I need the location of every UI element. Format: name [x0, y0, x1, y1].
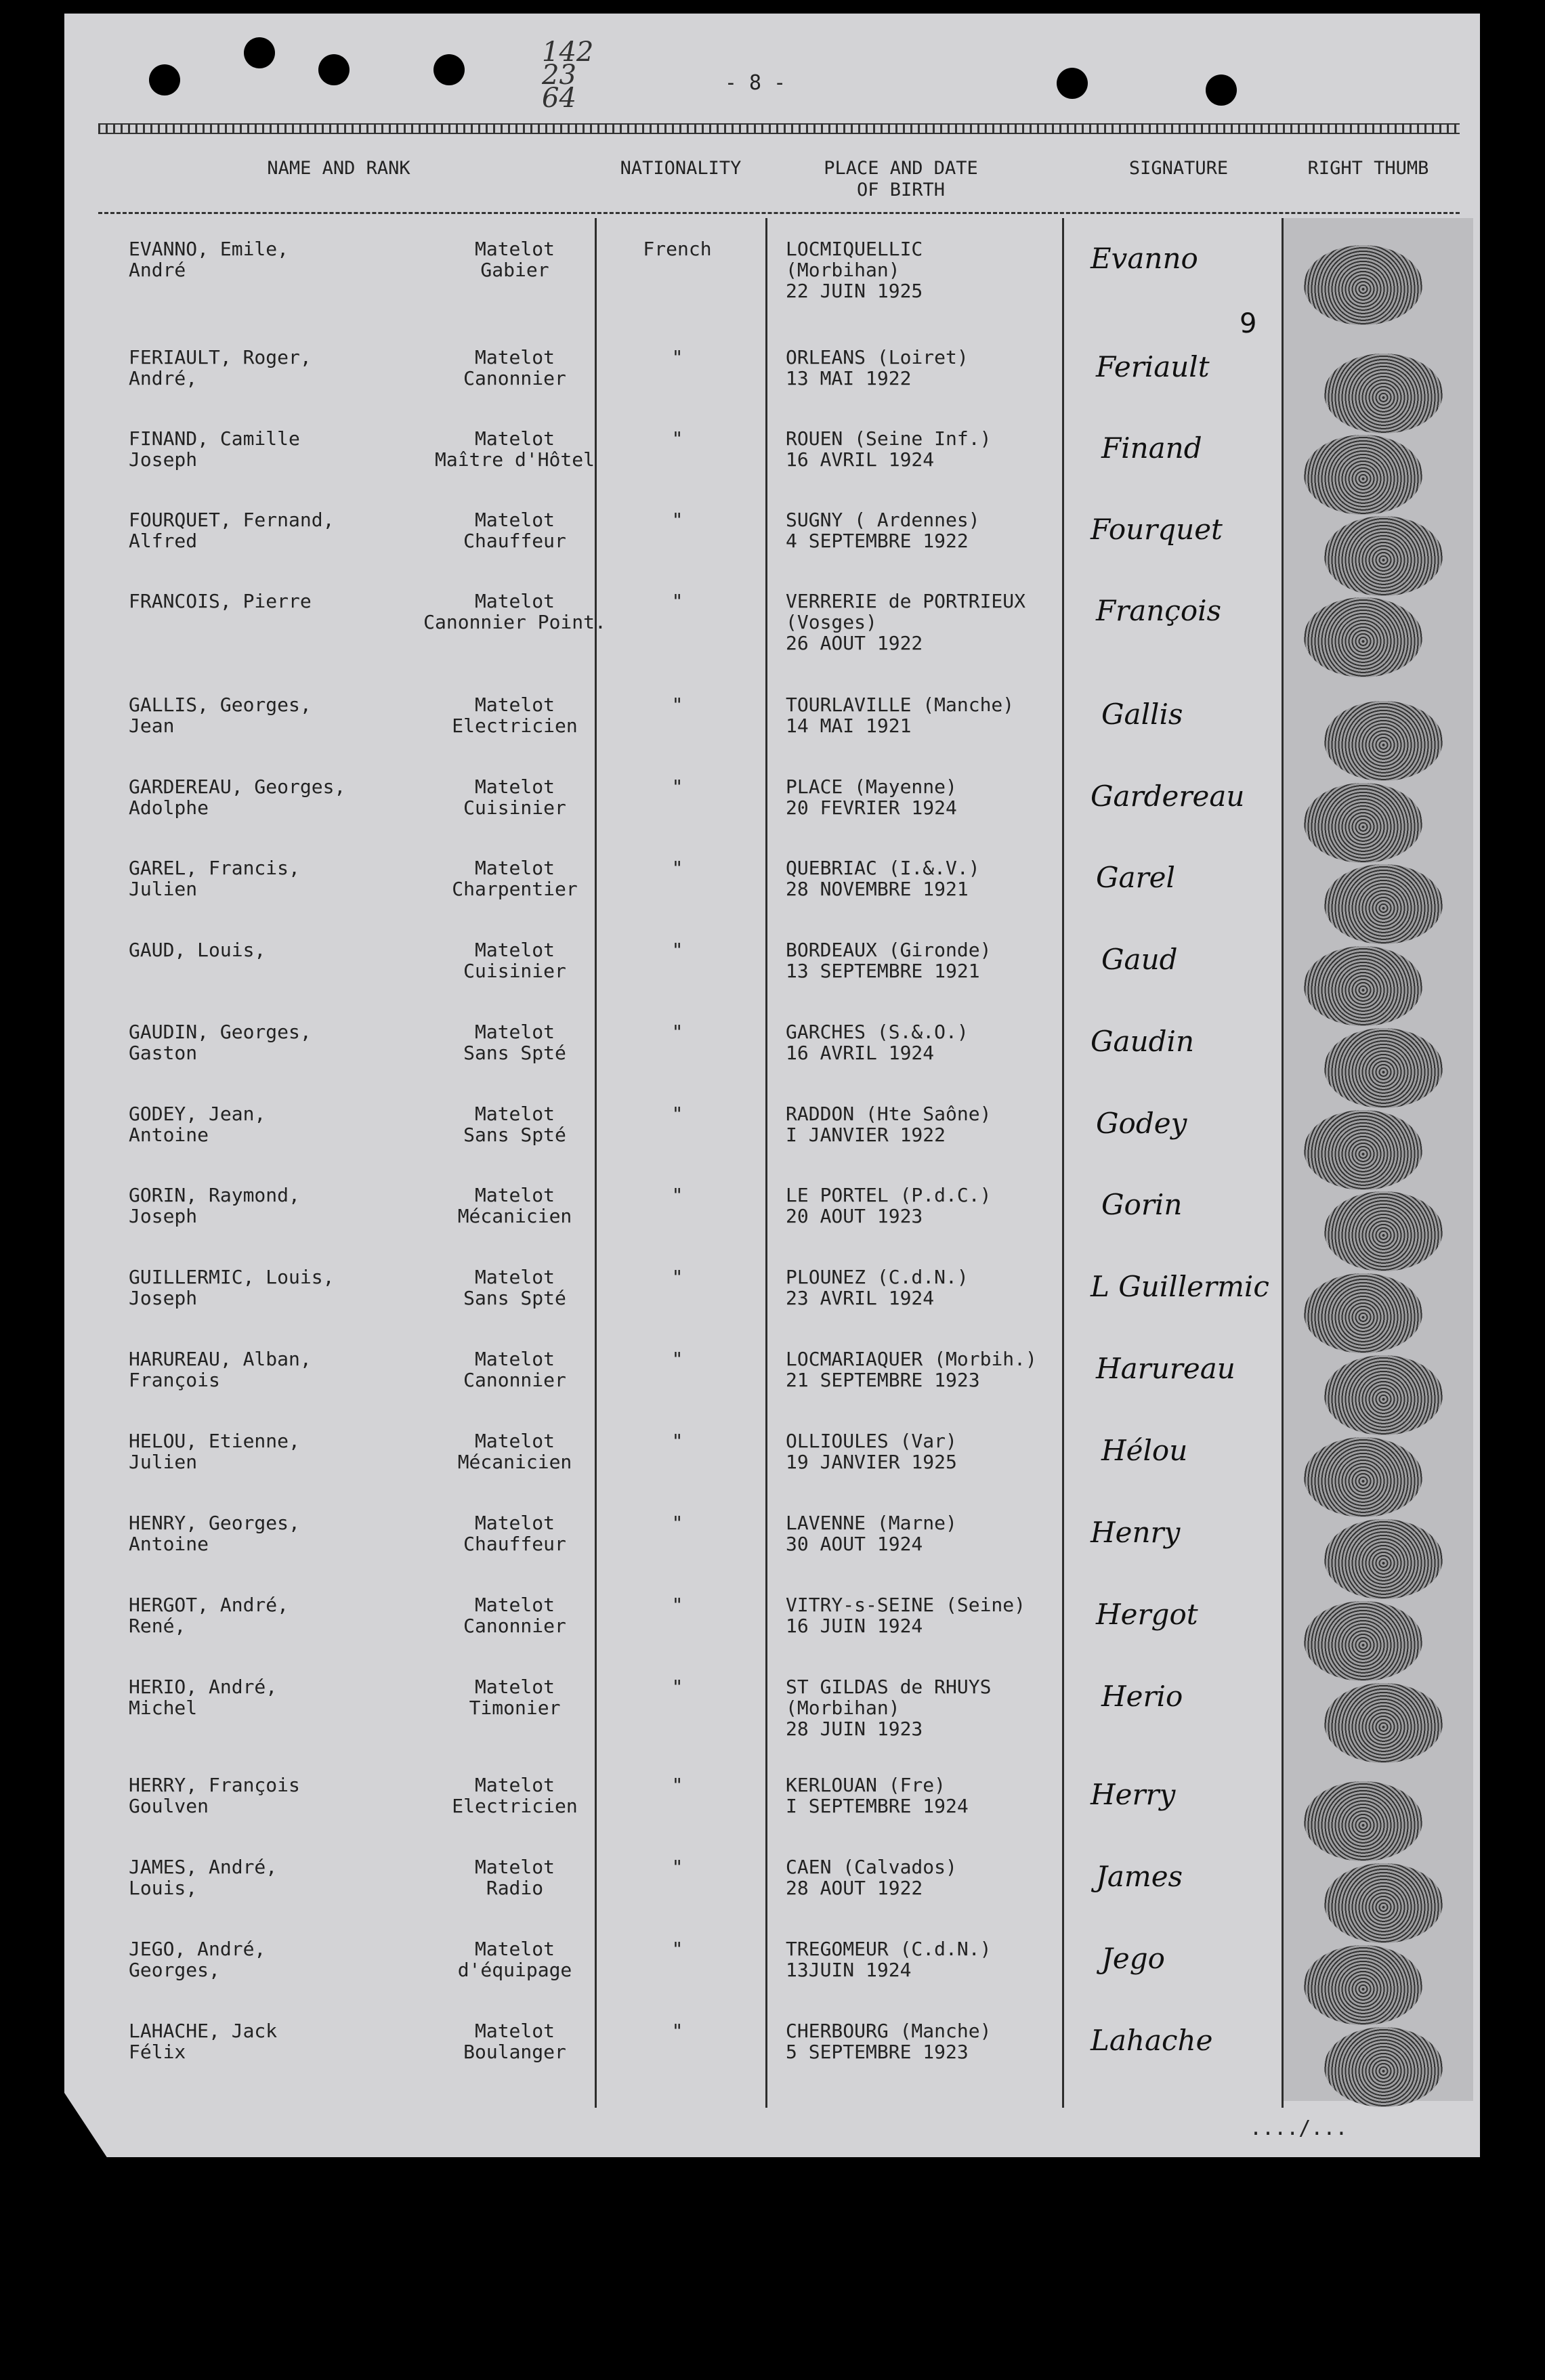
person-birth: PLOUNEZ (C.d.N.) 23 AVRIL 1924 [786, 1266, 969, 1309]
person-name: GODEY, Jean, Antoine [129, 1103, 266, 1146]
header-rule [98, 123, 1460, 134]
person-nationality: " [671, 1266, 683, 1288]
person-birth: LE PORTEL (P.d.C.) 20 AOUT 1923 [786, 1184, 992, 1227]
person-nationality: " [671, 694, 683, 716]
person-nationality: " [671, 509, 683, 531]
thumbprint [1304, 1781, 1422, 1861]
person-rank: Matelot Sans Spté [463, 1021, 566, 1064]
person-name: HARUREAU, Alban, François [129, 1348, 312, 1391]
signature: Godey [1096, 1107, 1187, 1140]
person-rank: Matelot Cuisinier [463, 939, 566, 982]
person-birth: KERLOUAN (Fre) I SEPTEMBRE 1924 [786, 1774, 969, 1817]
person-nationality: " [671, 1856, 683, 1878]
person-name: HELOU, Etienne, Julien [129, 1430, 300, 1473]
person-nationality: French [643, 238, 712, 260]
signature: James [1096, 1860, 1183, 1893]
signature: Hélou [1101, 1434, 1188, 1467]
person-rank: Matelot Electricien [452, 1774, 578, 1817]
thumbprint [1324, 701, 1443, 781]
person-name: HERIO, André, Michel [129, 1676, 278, 1719]
column-divider [595, 218, 597, 2108]
person-birth: RADDON (Hte Saône) I JANVIER 1922 [786, 1103, 992, 1146]
thumbprint [1324, 1683, 1443, 1763]
person-birth: VITRY-s-SEINE (Seine) 16 JUIN 1924 [786, 1594, 1026, 1637]
person-birth: PLACE (Mayenne) 20 FEVRIER 1924 [786, 775, 957, 819]
person-rank: Matelot Canonnier [463, 1594, 566, 1637]
punch-hole [318, 54, 350, 85]
person-birth: TREGOMEUR (C.d.N.) 13JUIN 1924 [786, 1938, 992, 1981]
person-birth: ST GILDAS de RHUYS (Morbihan) 28 JUIN 1923 [786, 1676, 992, 1740]
person-nationality: " [671, 775, 683, 798]
person-birth: CHERBOURG (Manche) 5 SEPTEMBRE 1923 [786, 2020, 992, 2063]
person-nationality: " [671, 346, 683, 368]
person-rank: Matelot Timonier [469, 1676, 561, 1719]
person-name: GALLIS, Georges, Jean [129, 694, 312, 737]
person-nationality: " [671, 1676, 683, 1698]
header-signature: SIGNATURE [1128, 158, 1229, 179]
thumbprint [1304, 1437, 1422, 1517]
person-name: GUILLERMIC, Louis, Joseph [129, 1266, 335, 1309]
person-birth: VERRERIE de PORTRIEUX (Vosges) 26 AOUT 1922 [786, 590, 1026, 654]
signature: L Guillermic [1091, 1270, 1269, 1303]
person-rank: Matelot Maître d'Hôtel [434, 427, 595, 471]
person-nationality: " [671, 1938, 683, 1960]
handwritten-reference: 142 23 64 [542, 37, 594, 114]
margin-number: 9 [1240, 308, 1257, 339]
person-rank: Matelot Boulanger [463, 2020, 566, 2063]
person-birth: LOCMIQUELLIC (Morbihan) 22 JUIN 1925 [786, 238, 923, 302]
signature: Herio [1101, 1680, 1183, 1713]
person-name: FOURQUET, Fernand, Alfred [129, 509, 335, 552]
punch-hole [244, 37, 275, 68]
person-birth: LAVENNE (Marne) 30 AOUT 1924 [786, 1512, 957, 1555]
signature: Feriault [1096, 350, 1210, 383]
person-birth: LOCMARIAQUER (Morbih.) 21 SEPTEMBRE 1923 [786, 1348, 1037, 1391]
thumbprint [1304, 597, 1422, 677]
person-rank: Matelot Sans Spté [463, 1266, 566, 1309]
person-name: GORIN, Raymond, Joseph [129, 1184, 300, 1227]
column-divider [765, 218, 767, 2108]
person-rank: Matelot Gabier [474, 238, 555, 281]
header-birth: PLACE AND DATE OF BIRTH [824, 158, 978, 200]
thumbprint-column [1284, 218, 1473, 2101]
person-nationality: " [671, 1184, 683, 1206]
person-nationality: " [671, 2020, 683, 2042]
signature: Gallis [1101, 698, 1183, 731]
signature: Gorin [1101, 1188, 1183, 1221]
person-name: EVANNO, Emile, André [129, 238, 289, 281]
signature: Hergot [1096, 1598, 1198, 1631]
signature: Herry [1091, 1778, 1176, 1811]
thumbprint [1304, 245, 1422, 325]
thumbprint [1324, 1519, 1443, 1599]
signature: Garel [1096, 861, 1175, 894]
person-nationality: " [671, 1774, 683, 1796]
person-nationality: " [671, 590, 683, 612]
thumbprint [1324, 1191, 1443, 1271]
signature: Henry [1091, 1516, 1181, 1549]
thumbprint [1304, 946, 1422, 1026]
thumbprint [1324, 516, 1443, 596]
person-name: JAMES, André, Louis, [129, 1856, 278, 1899]
person-nationality: " [671, 1103, 683, 1125]
signature: Fourquet [1091, 513, 1223, 546]
header-dashed-rule [98, 212, 1460, 214]
thumbprint [1304, 1273, 1422, 1353]
person-name: GAUDIN, Georges, Gaston [129, 1021, 312, 1064]
person-rank: Matelot Canonnier Point. [423, 590, 606, 633]
person-birth: OLLIOULES (Var) 19 JANVIER 1925 [786, 1430, 957, 1473]
signature: Gaudin [1091, 1025, 1195, 1058]
person-birth: SUGNY ( Ardennes) 4 SEPTEMBRE 1922 [786, 509, 980, 552]
signature: Evanno [1091, 242, 1198, 275]
person-birth: TOURLAVILLE (Manche) 14 MAI 1921 [786, 694, 1015, 737]
person-rank: Matelot Canonnier [463, 346, 566, 389]
person-name: HERRY, François Goulven [129, 1774, 300, 1817]
header-name-rank: NAME AND RANK [267, 158, 410, 179]
person-name: JEGO, André, Georges, [129, 1938, 266, 1981]
signature: Jego [1101, 1942, 1165, 1975]
punch-hole [433, 54, 465, 85]
person-rank: Matelot Mécanicien [457, 1430, 572, 1473]
continuation-mark: ..../... [1250, 2117, 1348, 2140]
person-nationality: " [671, 1512, 683, 1534]
signature: Finand [1101, 431, 1202, 465]
person-nationality: " [671, 1348, 683, 1370]
person-name: GARDEREAU, Georges, Adolphe [129, 775, 346, 819]
header-right-thumb: RIGHT THUMB [1307, 158, 1429, 179]
person-name: HERGOT, André, René, [129, 1594, 289, 1637]
document-page [64, 14, 1480, 2157]
person-birth: ORLEANS (Loiret) 13 MAI 1922 [786, 346, 969, 389]
signature: Gaud [1101, 943, 1178, 976]
thumbprint [1304, 1945, 1422, 2025]
thumbprint [1304, 1601, 1422, 1681]
signature: François [1096, 594, 1222, 627]
thumbprint [1324, 1028, 1443, 1108]
thumbprint [1324, 2027, 1443, 2107]
person-nationality: " [671, 1021, 683, 1043]
person-rank: Matelot Radio [474, 1856, 555, 1899]
header-nationality: NATIONALITY [620, 158, 742, 179]
signature: Gardereau [1091, 780, 1245, 813]
person-nationality: " [671, 427, 683, 450]
person-rank: Matelot Cuisinier [463, 775, 566, 819]
person-birth: QUEBRIAC (I.&.V.) 28 NOVEMBRE 1921 [786, 857, 980, 900]
signature: Lahache [1091, 2024, 1213, 2057]
thumbprint [1324, 1355, 1443, 1435]
person-birth: CAEN (Calvados) 28 AOUT 1922 [786, 1856, 957, 1899]
person-name: FRANCOIS, Pierre [129, 590, 312, 612]
punch-hole [1206, 75, 1237, 106]
person-rank: Matelot Charpentier [452, 857, 578, 900]
person-nationality: " [671, 857, 683, 879]
person-rank: Matelot Canonnier [463, 1348, 566, 1391]
person-nationality: " [671, 1430, 683, 1452]
thumbprint [1324, 354, 1443, 433]
person-nationality: " [671, 939, 683, 961]
person-rank: Matelot Chauffeur [463, 1512, 566, 1555]
person-nationality: " [671, 1594, 683, 1616]
person-name: GAREL, Francis, Julien [129, 857, 300, 900]
page-number: - 8 - [724, 71, 786, 95]
person-name: FERIAULT, Roger, André, [129, 346, 312, 389]
person-rank: Matelot Electricien [452, 694, 578, 737]
person-birth: ROUEN (Seine Inf.) 16 AVRIL 1924 [786, 427, 992, 471]
signature: Harureau [1096, 1352, 1235, 1385]
person-rank: Matelot Sans Spté [463, 1103, 566, 1146]
person-rank: Matelot d'équipage [457, 1938, 572, 1981]
thumbprint [1324, 1863, 1443, 1943]
person-rank: Matelot Chauffeur [463, 509, 566, 552]
person-birth: GARCHES (S.&.O.) 16 AVRIL 1924 [786, 1021, 969, 1064]
punch-hole [1057, 68, 1088, 99]
thumbprint [1324, 864, 1443, 944]
thumbprint [1304, 1110, 1422, 1190]
column-divider [1062, 218, 1064, 2108]
person-birth: BORDEAUX (Gironde) 13 SEPTEMBRE 1921 [786, 939, 992, 982]
thumbprint [1304, 783, 1422, 863]
person-name: LAHACHE, Jack Félix [129, 2020, 278, 2063]
person-name: GAUD, Louis, [129, 939, 266, 961]
person-name: HENRY, Georges, Antoine [129, 1512, 300, 1555]
person-rank: Matelot Mécanicien [457, 1184, 572, 1227]
thumbprint [1304, 435, 1422, 515]
person-name: FINAND, Camille Joseph [129, 427, 300, 471]
punch-hole [149, 64, 180, 95]
